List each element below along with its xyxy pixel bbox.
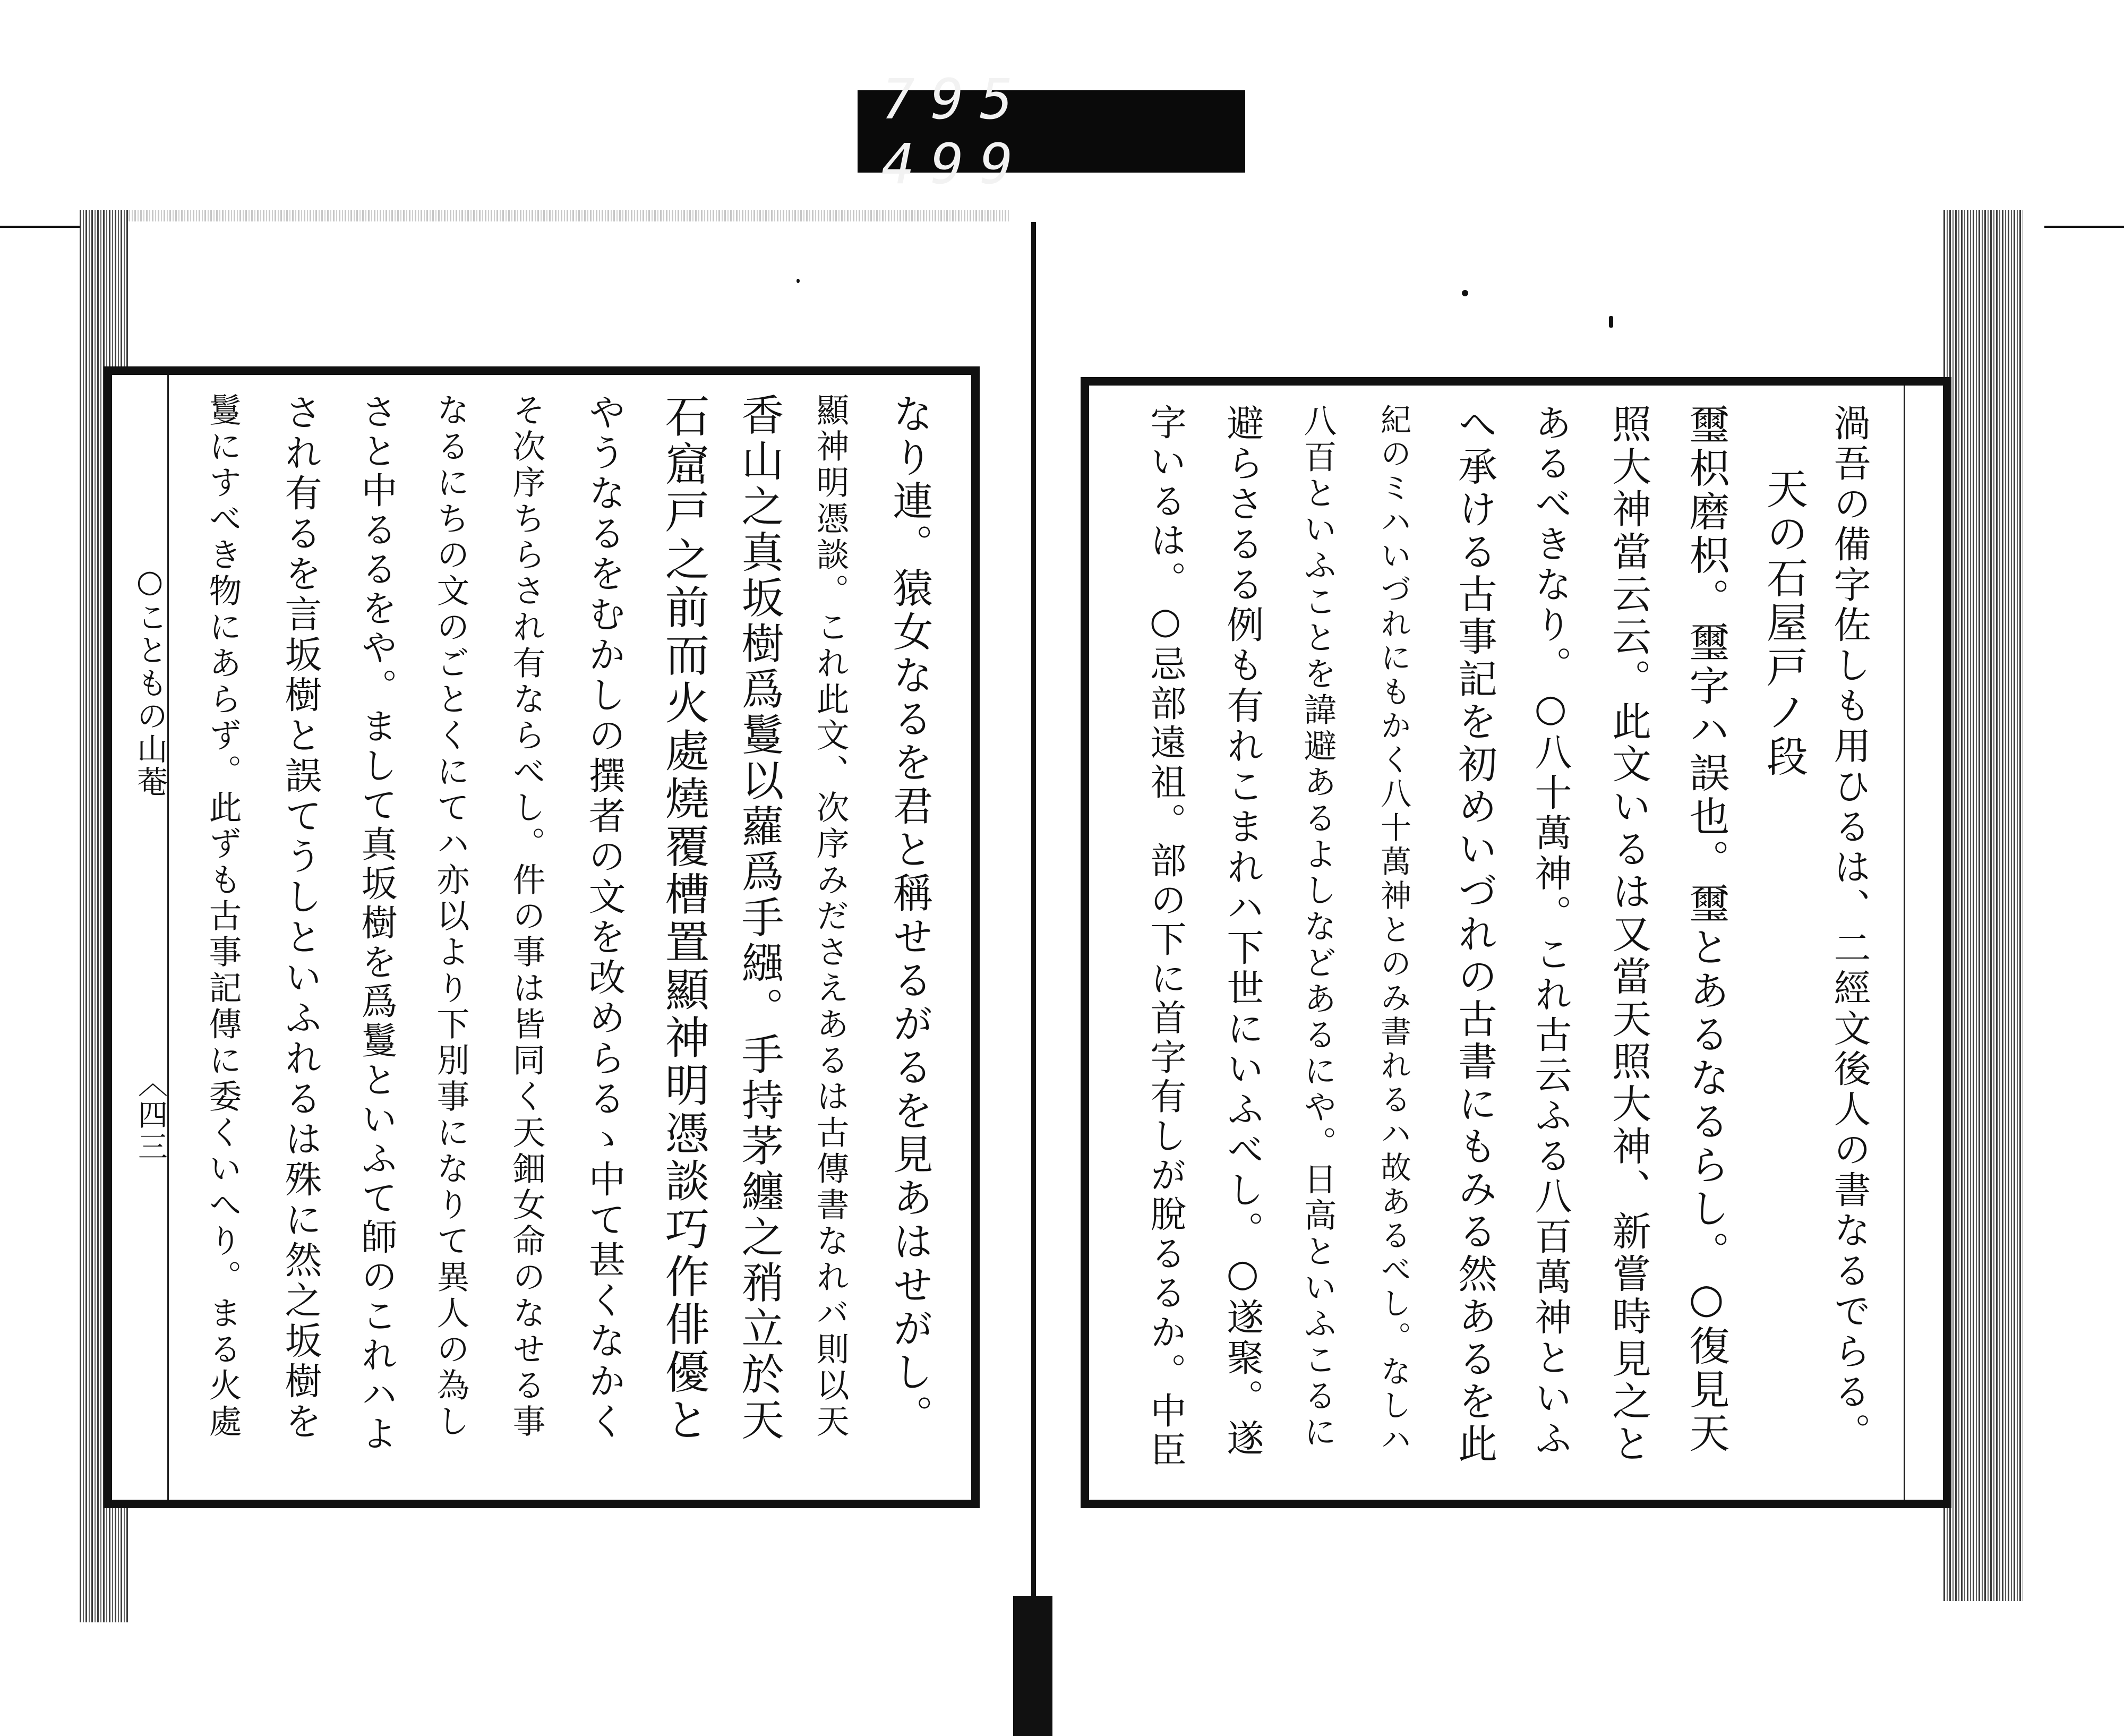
left-text-column-9: され有るを言坂樹と誤てうしといふれるは殊に然之坂樹を — [279, 393, 322, 1442]
right-section-heading: 天の石屋戸ノ段 — [1760, 467, 1808, 780]
right-page-frame — [1081, 377, 1951, 1508]
left-text-column-1: なり連。猿女なるを君と稱せるがるを見あはせがし。 — [886, 393, 933, 1438]
fold-line-right — [2044, 226, 2124, 228]
gutter-block — [1013, 1596, 1052, 1736]
left-page-running-title: ○こともの山菴 — [132, 563, 168, 799]
right-text-column-7: 紀のミハいづれにもかく八十萬神とのみ書れるハ故あるべし。なしハ — [1375, 404, 1411, 1457]
left-text-column-8: さと中るるをや。まして真坂樹を爲鬘といふて師のこれハよ — [355, 393, 397, 1454]
fold-line-left — [0, 226, 80, 228]
right-text-column-1: 渦吾の備字佐しも用ひるは、二經文後人の書なるでらる。 — [1828, 404, 1871, 1453]
frame-number-plate — [858, 66, 1245, 196]
scan-speck — [1462, 290, 1468, 296]
left-text-column-4: 石窟戸之前而火處燒覆槽置顯神明憑談巧作俳優と — [658, 393, 710, 1444]
left-text-column-3: 香山之真坂樹爲鬘以蘿爲手繦。手持茅纏之矟立於天 — [734, 393, 784, 1443]
left-text-column-7: なるにちの文のごとくにてハ亦以より下別事になりて異人の為し — [431, 393, 470, 1440]
right-text-column-8: 八百といふことを諱避あるよしなどあるにや。日高といふこるに — [1298, 404, 1337, 1451]
left-text-column-10: 鬘にすべき物にあらず。此ずも古事記傳に委くいへり。まる火處 — [203, 393, 242, 1440]
right-text-column-9: 避らさるる例も有れこまれハ下世にいふべし。○遂聚。遂 — [1221, 404, 1264, 1459]
right-text-column-3: 璽枳磨枳。璽字ハ誤也。璽とあるなるらし。○復見天 — [1683, 404, 1730, 1456]
left-page-margin-rule — [167, 375, 169, 1500]
left-text-column-5: やうなるをむかしの撰者の文を改めらるゝ中て甚くなかく — [583, 393, 626, 1442]
right-text-column-6: へ承ける古事記を初めいづれの古書にもみる然あるを此 — [1452, 404, 1497, 1466]
right-text-column-10: 字いるは。○忌部遠祖。部の下に首字有しが脫るるか。中臣 — [1144, 404, 1186, 1470]
left-text-column-2: 顯神明憑談。これ此文、次序みださえあるは古傳書なれバ則以天 — [811, 393, 850, 1440]
gutter-line — [1031, 222, 1036, 1640]
frame-number: 795 499 — [881, 66, 1029, 196]
left-page-number: 〈四三 — [133, 1067, 168, 1163]
scan-speck — [796, 279, 800, 283]
right-page-margin-rule — [1904, 386, 1905, 1500]
scan-speck — [1609, 316, 1613, 328]
left-text-column-6: そ次序ちらされ有ならべし。件の事は皆同く天鈿女命のなせる事 — [507, 393, 546, 1440]
left-top-edge — [129, 210, 1010, 221]
right-text-column-5: あるべきなり。○八十萬神。これ古云ふる八百萬神といふ — [1529, 404, 1572, 1459]
right-text-column-4: 照大神當云云。此文いるは又當天照大神、新嘗時見之と — [1606, 404, 1651, 1466]
right-leaf-edges — [1943, 210, 2023, 1601]
